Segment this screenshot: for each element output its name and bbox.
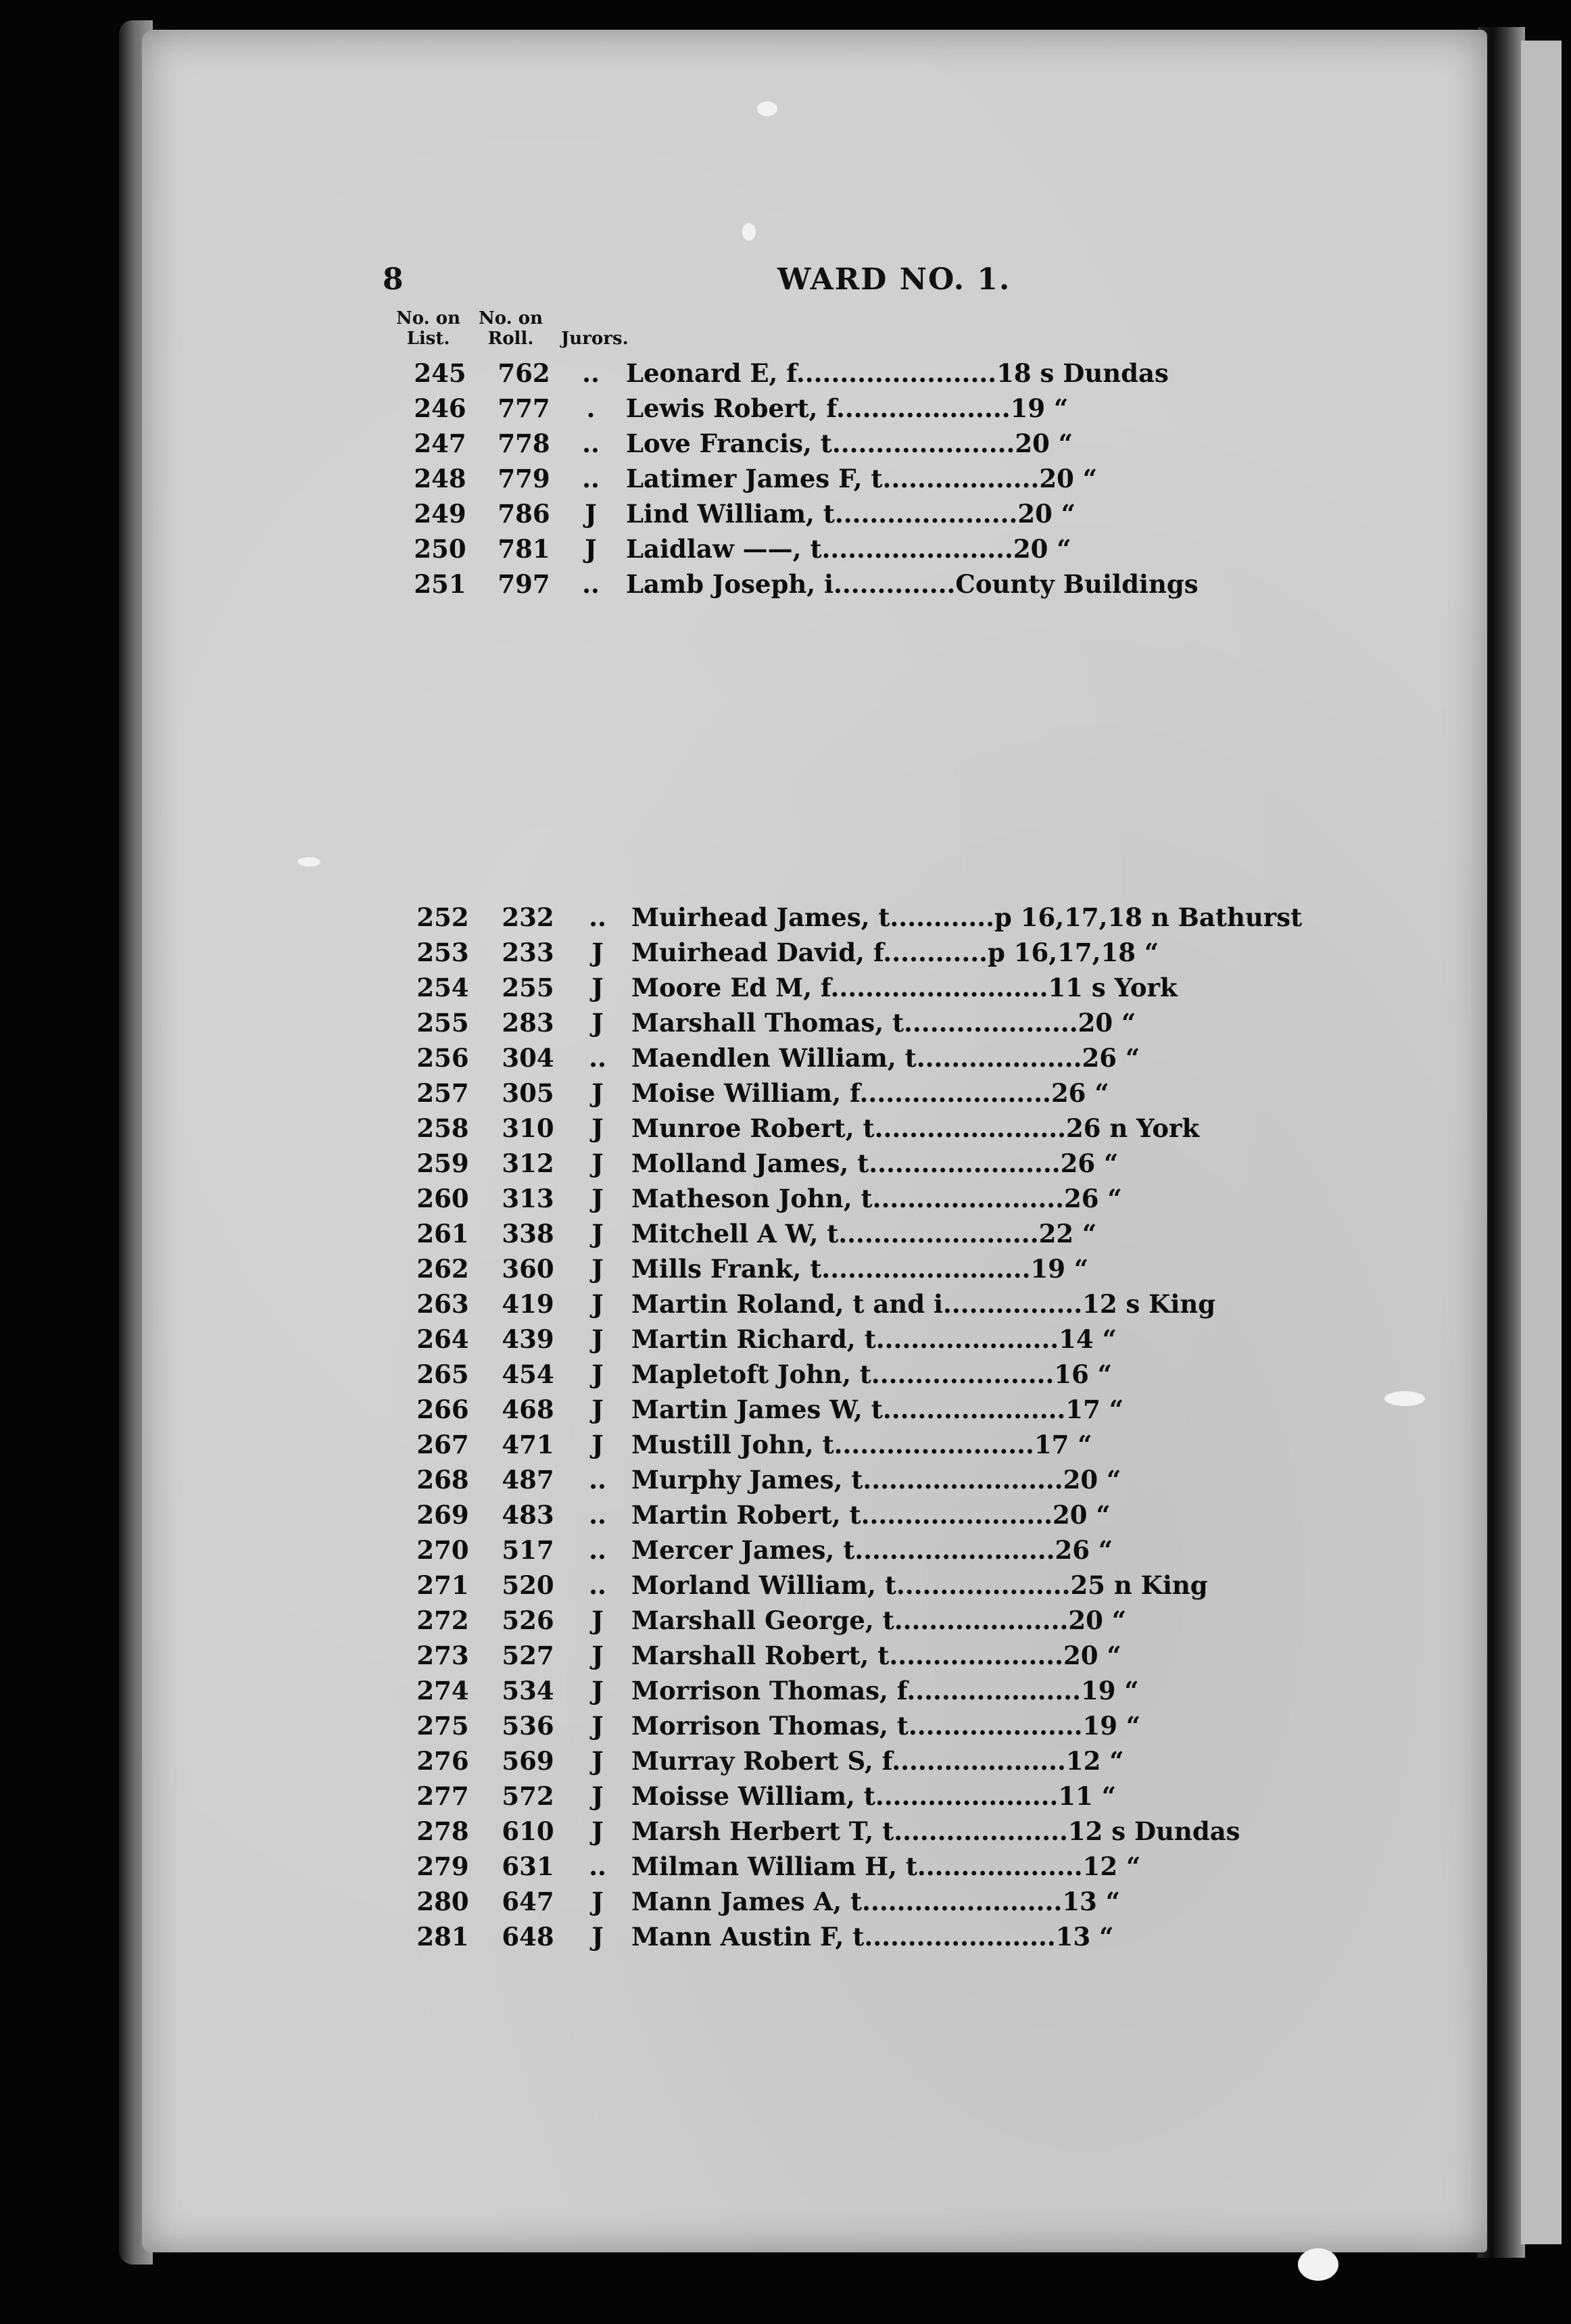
table-row bbox=[0, 938, 1571, 973]
table-row bbox=[0, 1430, 1571, 1465]
roll-number: 527 bbox=[502, 1641, 554, 1670]
table-row bbox=[0, 1781, 1571, 1816]
juror-mark: J bbox=[591, 1184, 604, 1213]
voter-entry: Martin James W, t.....................17 “ bbox=[631, 1395, 1124, 1424]
roll-number: 536 bbox=[502, 1711, 554, 1741]
roll-number: 777 bbox=[498, 393, 550, 423]
juror-mark: J bbox=[591, 1359, 604, 1389]
list-number: 274 bbox=[416, 1676, 469, 1705]
table-row bbox=[0, 1395, 1571, 1430]
paper-speck bbox=[297, 857, 320, 867]
roll-number: 471 bbox=[502, 1430, 554, 1459]
column-header-roll-line1: No. on bbox=[479, 308, 543, 329]
list-number: 246 bbox=[414, 393, 466, 423]
voter-entry: Love Francis, t.....................20 “ bbox=[626, 429, 1073, 458]
roll-number: 781 bbox=[498, 534, 550, 564]
roll-number: 232 bbox=[502, 902, 554, 932]
voter-entry: Mann James A, t.......................13 “ bbox=[631, 1887, 1120, 1916]
juror-mark: .. bbox=[589, 902, 606, 932]
roll-number: 255 bbox=[502, 973, 554, 1002]
roll-number: 283 bbox=[502, 1008, 554, 1038]
voter-entry: Marshall George, t....................20 “ bbox=[631, 1605, 1126, 1635]
juror-mark: J bbox=[591, 938, 604, 967]
voter-entry: Morland William, t....................25 n King bbox=[631, 1570, 1208, 1600]
table-row bbox=[0, 1148, 1571, 1184]
juror-mark: J bbox=[591, 1641, 604, 1670]
juror-mark: J bbox=[591, 1148, 604, 1178]
table-row bbox=[0, 1887, 1571, 1922]
voter-entry: Munroe Robert, t......................26 n York bbox=[631, 1113, 1200, 1143]
column-header-roll bbox=[479, 308, 543, 349]
voter-entry: Morrison Thomas, f....................19 “ bbox=[631, 1676, 1139, 1705]
voter-entry: Moisse William, t.....................11 “ bbox=[631, 1781, 1117, 1811]
voter-entry: Marshall Robert, t....................20 “ bbox=[631, 1641, 1121, 1670]
voter-entry: Martin Richard, t.....................14 “ bbox=[631, 1324, 1117, 1354]
voter-entry: Muirhead David, f............p 16,17,18 “ bbox=[631, 938, 1159, 967]
list-number: 259 bbox=[416, 1148, 469, 1178]
voter-entry: Marshall Thomas, t....................20 “ bbox=[631, 1008, 1136, 1038]
juror-mark: J bbox=[591, 1219, 604, 1249]
list-number: 266 bbox=[416, 1395, 469, 1424]
roll-number: 517 bbox=[502, 1535, 554, 1565]
voter-entry: Leonard E, f.......................18 s Dundas bbox=[626, 358, 1169, 388]
table-row bbox=[0, 1219, 1571, 1254]
table-row bbox=[0, 1184, 1571, 1219]
juror-mark: .. bbox=[589, 1500, 606, 1530]
column-header-jurors: Jurors. bbox=[561, 329, 629, 349]
juror-mark: J bbox=[591, 1324, 604, 1354]
list-number: 269 bbox=[416, 1500, 469, 1530]
table-row bbox=[0, 1008, 1571, 1043]
voter-list-block-2 bbox=[0, 902, 1571, 1957]
roll-number: 439 bbox=[502, 1324, 554, 1354]
voter-entry: Maendlen William, t...................26 “ bbox=[631, 1043, 1140, 1073]
juror-mark: J bbox=[591, 1922, 604, 1952]
roll-number: 534 bbox=[502, 1676, 554, 1705]
table-row bbox=[0, 1500, 1571, 1535]
juror-mark: .. bbox=[582, 358, 600, 388]
voter-entry: Mills Frank, t........................19 “ bbox=[631, 1254, 1089, 1284]
table-row bbox=[0, 1641, 1571, 1676]
voter-entry: Marsh Herbert T, t....................12 s Dundas bbox=[631, 1816, 1240, 1846]
list-number: 255 bbox=[416, 1008, 469, 1038]
table-row bbox=[0, 1359, 1571, 1395]
roll-number: 786 bbox=[498, 499, 550, 529]
table-row bbox=[0, 1078, 1571, 1113]
table-row bbox=[0, 1289, 1571, 1324]
roll-number: 572 bbox=[502, 1781, 554, 1811]
juror-mark: .. bbox=[589, 1465, 606, 1495]
juror-mark: .. bbox=[582, 569, 600, 599]
table-row bbox=[0, 569, 1571, 604]
voter-entry: Lamb Joseph, i..............County Buildings bbox=[626, 569, 1199, 599]
juror-mark: J bbox=[591, 1816, 604, 1846]
roll-number: 483 bbox=[502, 1500, 554, 1530]
roll-number: 647 bbox=[502, 1887, 554, 1916]
table-row bbox=[0, 1711, 1571, 1746]
roll-number: 313 bbox=[502, 1184, 554, 1213]
voter-entry: Laidlaw ——, t......................20 “ bbox=[626, 534, 1071, 564]
juror-mark: J bbox=[591, 1605, 604, 1635]
list-number: 273 bbox=[416, 1641, 469, 1670]
juror-mark: .. bbox=[589, 1043, 606, 1073]
juror-mark: .. bbox=[589, 1535, 606, 1565]
list-number: 256 bbox=[416, 1043, 469, 1073]
roll-number: 233 bbox=[502, 938, 554, 967]
juror-mark: J bbox=[591, 1430, 604, 1459]
table-row bbox=[0, 1043, 1571, 1078]
voter-entry: Mitchell A W, t.......................22 “ bbox=[631, 1219, 1097, 1249]
voter-entry: Molland James, t......................26 “ bbox=[631, 1148, 1119, 1178]
juror-mark: J bbox=[585, 499, 597, 529]
roll-number: 312 bbox=[502, 1148, 554, 1178]
table-row bbox=[0, 1816, 1571, 1851]
list-number: 275 bbox=[416, 1711, 469, 1741]
list-number: 248 bbox=[414, 464, 466, 493]
table-row bbox=[0, 358, 1571, 393]
roll-number: 631 bbox=[502, 1851, 554, 1881]
juror-mark: J bbox=[591, 1078, 604, 1108]
roll-number: 360 bbox=[502, 1254, 554, 1284]
juror-mark: J bbox=[591, 1113, 604, 1143]
roll-number: 468 bbox=[502, 1395, 554, 1424]
page-title: WARD NO. 1. bbox=[777, 262, 1011, 297]
table-row bbox=[0, 1676, 1571, 1711]
table-row bbox=[0, 393, 1571, 429]
table-row bbox=[0, 499, 1571, 534]
roll-number: 454 bbox=[502, 1359, 554, 1389]
roll-number: 610 bbox=[502, 1816, 554, 1846]
voter-list-block-1 bbox=[0, 358, 1571, 604]
juror-mark: J bbox=[591, 1676, 604, 1705]
voter-entry: Lewis Robert, f....................19 “ bbox=[626, 393, 1069, 423]
list-number: 254 bbox=[416, 973, 469, 1002]
list-number: 258 bbox=[416, 1113, 469, 1143]
juror-mark: . bbox=[586, 393, 596, 423]
table-row bbox=[0, 1535, 1571, 1570]
voter-entry: Mapletoft John, t.....................16 “ bbox=[631, 1359, 1113, 1389]
list-number: 270 bbox=[416, 1535, 469, 1565]
list-number: 260 bbox=[416, 1184, 469, 1213]
list-number: 265 bbox=[416, 1359, 469, 1389]
list-number: 249 bbox=[414, 499, 466, 529]
juror-mark: J bbox=[591, 1887, 604, 1916]
list-number: 267 bbox=[416, 1430, 469, 1459]
voter-entry: Martin Robert, t......................20 “ bbox=[631, 1500, 1111, 1530]
voter-entry: Matheson John, t......................26 “ bbox=[631, 1184, 1122, 1213]
voter-entry: Latimer James F, t..................20 “ bbox=[626, 464, 1098, 493]
voter-entry: Morrison Thomas, t....................19 “ bbox=[631, 1711, 1141, 1741]
list-number: 253 bbox=[416, 938, 469, 967]
juror-mark: J bbox=[591, 1008, 604, 1038]
voter-entry: Muirhead James, t............p 16,17,18 n Bathurst bbox=[631, 902, 1303, 932]
column-header-roll-line2: Roll. bbox=[487, 329, 534, 349]
roll-number: 304 bbox=[502, 1043, 554, 1073]
table-row bbox=[0, 1570, 1571, 1605]
voter-entry: Mann Austin F, t......................13 “ bbox=[631, 1922, 1114, 1952]
list-number: 264 bbox=[416, 1324, 469, 1354]
juror-mark: J bbox=[591, 1781, 604, 1811]
list-number: 280 bbox=[416, 1887, 469, 1916]
juror-mark: J bbox=[591, 1711, 604, 1741]
list-number: 281 bbox=[416, 1922, 469, 1952]
juror-mark: J bbox=[591, 1395, 604, 1424]
roll-number: 526 bbox=[502, 1605, 554, 1635]
voter-entry: Moise William, f......................26 “ bbox=[631, 1078, 1109, 1108]
list-number: 271 bbox=[416, 1570, 469, 1600]
juror-mark: .. bbox=[582, 464, 600, 493]
table-row bbox=[0, 1746, 1571, 1781]
juror-mark: .. bbox=[589, 1570, 606, 1600]
voter-entry: Moore Ed M, f.........................11 s York bbox=[631, 973, 1178, 1002]
juror-mark: J bbox=[591, 973, 604, 1002]
juror-mark: .. bbox=[582, 429, 600, 458]
table-row bbox=[0, 1465, 1571, 1500]
list-number: 263 bbox=[416, 1289, 469, 1319]
table-row bbox=[0, 1922, 1571, 1957]
column-header-list bbox=[396, 308, 460, 349]
voter-entry: Milman William H, t...................12 “ bbox=[631, 1851, 1141, 1881]
list-number: 250 bbox=[414, 534, 466, 564]
voter-entry: Mustill John, t.......................17 “ bbox=[631, 1430, 1092, 1459]
list-number: 247 bbox=[414, 429, 466, 458]
paper-speck bbox=[757, 101, 777, 116]
table-row bbox=[0, 1254, 1571, 1289]
voter-entry: Murphy James, t.......................20 “ bbox=[631, 1465, 1121, 1495]
list-number: 277 bbox=[416, 1781, 469, 1811]
roll-number: 648 bbox=[502, 1922, 554, 1952]
list-number: 279 bbox=[416, 1851, 469, 1881]
table-row bbox=[0, 429, 1571, 464]
list-number: 278 bbox=[416, 1816, 469, 1846]
roll-number: 778 bbox=[498, 429, 550, 458]
list-number: 261 bbox=[416, 1219, 469, 1249]
paper-speck bbox=[1298, 2248, 1338, 2281]
roll-number: 419 bbox=[502, 1289, 554, 1319]
juror-mark: J bbox=[591, 1746, 604, 1776]
roll-number: 487 bbox=[502, 1465, 554, 1495]
list-number: 245 bbox=[414, 358, 466, 388]
juror-mark: J bbox=[591, 1254, 604, 1284]
roll-number: 779 bbox=[498, 464, 550, 493]
page-number: 8 bbox=[383, 262, 404, 297]
roll-number: 338 bbox=[502, 1219, 554, 1249]
juror-mark: J bbox=[585, 534, 597, 564]
roll-number: 305 bbox=[502, 1078, 554, 1108]
table-row bbox=[0, 1605, 1571, 1641]
juror-mark: J bbox=[591, 1289, 604, 1319]
voter-entry: Lind William, t.....................20 “ bbox=[626, 499, 1075, 529]
voter-entry: Mercer James, t.......................26 “ bbox=[631, 1535, 1113, 1565]
paper-speck bbox=[742, 223, 756, 241]
table-row bbox=[0, 1324, 1571, 1359]
list-number: 257 bbox=[416, 1078, 469, 1108]
table-row bbox=[0, 464, 1571, 499]
table-row bbox=[0, 902, 1571, 938]
juror-mark: .. bbox=[589, 1851, 606, 1881]
roll-number: 569 bbox=[502, 1746, 554, 1776]
table-row bbox=[0, 1113, 1571, 1148]
table-row bbox=[0, 973, 1571, 1008]
list-number: 262 bbox=[416, 1254, 469, 1284]
roll-number: 520 bbox=[502, 1570, 554, 1600]
voter-entry: Martin Roland, t and i................12 s King bbox=[631, 1289, 1216, 1319]
list-number: 276 bbox=[416, 1746, 469, 1776]
table-row bbox=[0, 534, 1571, 569]
voter-entry: Murray Robert S, f....................12 “ bbox=[631, 1746, 1124, 1776]
column-header-list-line1: No. on bbox=[396, 308, 460, 329]
list-number: 252 bbox=[416, 902, 469, 932]
roll-number: 762 bbox=[498, 358, 550, 388]
list-number: 251 bbox=[414, 569, 466, 599]
roll-number: 310 bbox=[502, 1113, 554, 1143]
table-row bbox=[0, 1851, 1571, 1887]
roll-number: 797 bbox=[498, 569, 550, 599]
list-number: 268 bbox=[416, 1465, 469, 1495]
column-header-list-line2: List. bbox=[406, 329, 450, 349]
list-number: 272 bbox=[416, 1605, 469, 1635]
